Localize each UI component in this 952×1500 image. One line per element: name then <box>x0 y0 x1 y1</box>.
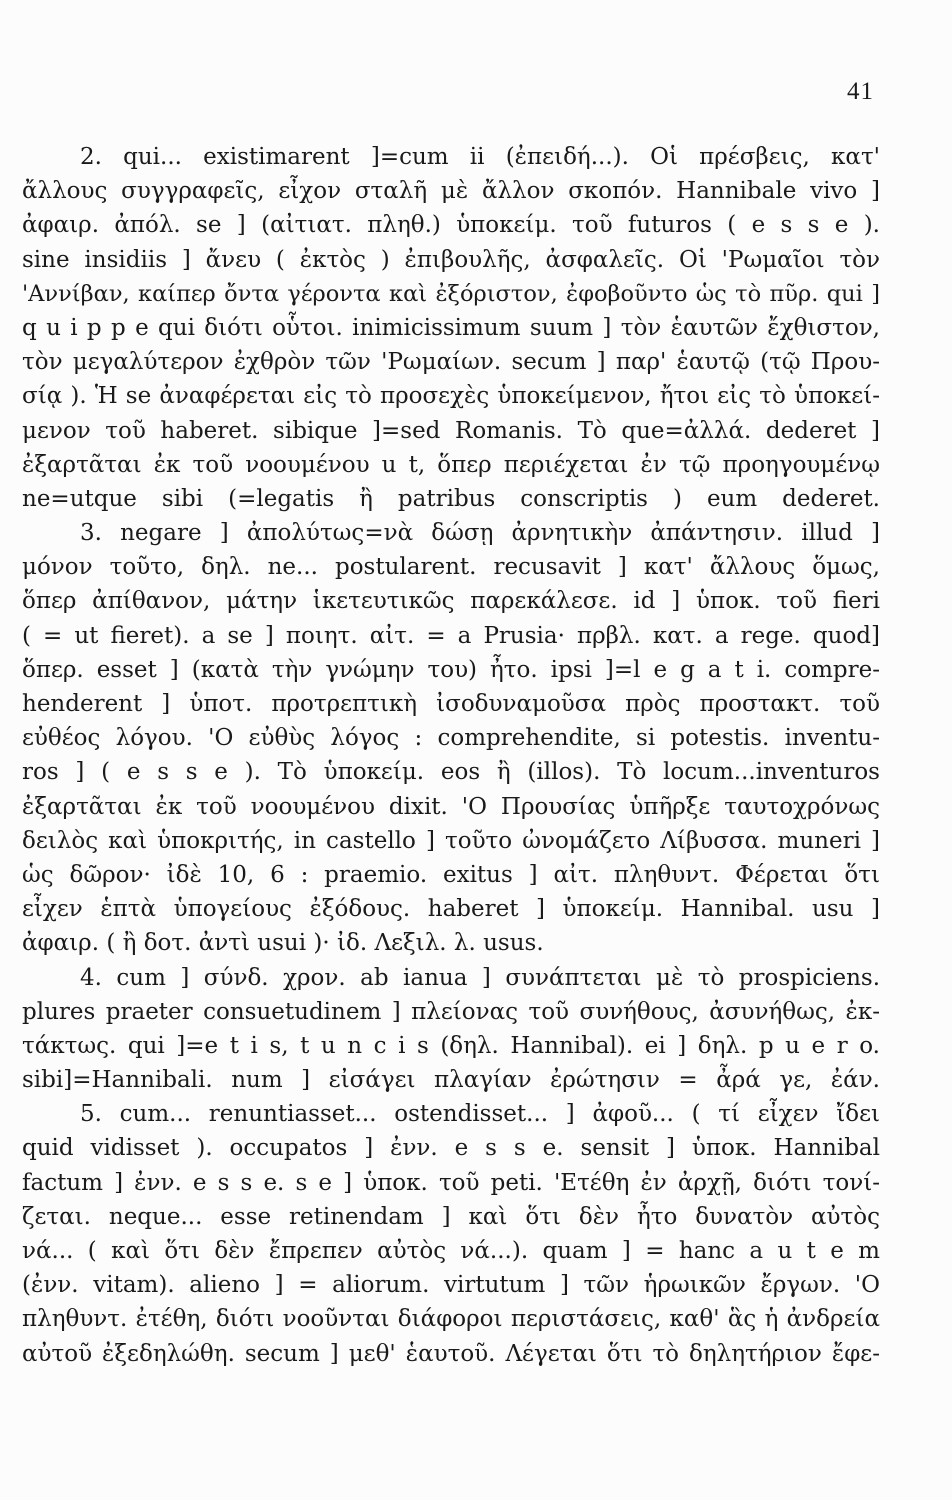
text-line: σίᾳ ). Ἡ se ἀναφέρεται εἰς τὸ προσεχὲς ὑποκείμενον, ἤτοι εἰς τὸ ὑποκεί- <box>22 383 880 410</box>
text-line: εἶχεν ἑπτὰ ὑπογείους ἐξόδους. haberet ] ὑποκείμ. Hannibal. usu ] <box>22 896 880 923</box>
text-line: μενον τοῦ haberet. sibique ]=sed Romanis. Τὸ que=ἀλλά. dederet ] <box>22 417 880 444</box>
text-line: ὅπερ ἀπίθανον, μάτην ἱκετευτικῶς παρεκάλεσε. id ] ὑποκ. τοῦ fieri <box>22 588 880 615</box>
text-line: 'Αννίβαν, καίπερ ὄντα γέροντα καὶ ἐξόριστον, ἐφοβοῦντο ὡς τὸ πῦρ. qui ] <box>22 280 880 307</box>
text-line: μόνον τοῦτο, δηλ. ne... postularent. recusavit ] κατ' ἄλλους ὅμως, <box>22 554 880 581</box>
text-line: ἀφαιρ. ἀπόλ. se ] (αἰτιατ. πληθ.) ὑποκείμ. τοῦ futuros ( e s s e ). <box>22 212 880 239</box>
text-line: τὸν μεγαλύτερον ἐχθρὸν τῶν 'Ρωμαίων. secum ] παρ' ἑαυτῷ (τῷ Πρου- <box>22 349 880 376</box>
text-line: ἄλλους συγγραφεῖς, εἶχον σταλῆ μὲ ἄλλον σκοπόν. Hannibale vivo ] <box>22 178 880 205</box>
text-line: sine insidiis ] ἄνευ ( ἐκτὸς ) ἐπιβουλῆς, ἀσφαλεῖς. Οἱ 'Ρωμαῖοι τὸν <box>22 246 880 273</box>
text-line: factum ] ἐνν. e s s e. s e ] ὑποκ. τοῦ peti. 'Ετέθη ἐν ἀρχῇ, διότι τονί- <box>22 1169 880 1196</box>
text-line: henderent ] ὑποτ. προτρεπτικὴ ἰσοδυναμοῦσα πρὸς προστακτ. τοῦ <box>22 691 880 717</box>
text-line: ne=utque sibi (=legatis ἢ patribus conscriptis ) eum dederet. <box>22 485 880 512</box>
text-line: (ἐνν. vitam). alieno ] = aliorum. virtutum ] τῶν ἡρωικῶν ἔργων. 'Ο <box>22 1272 880 1299</box>
text-line: ἐξαρτᾶται ἐκ τοῦ νοουμένου u t, ὅπερ περιέχεται ἐν τῷ προηγουμένῳ <box>22 451 880 478</box>
text-line: ( = ut fieret). a se ] ποιητ. αἰτ. = a Prusia· πρβλ. κατ. a rege. quod] <box>22 622 880 649</box>
text-line: αὐτοῦ ἐξεδηλώθη. secum ] μεθ' ἑαυτοῦ. Λέγεται ὅτι τὸ δηλητήριον ἔφε- <box>22 1340 880 1367</box>
text-line: ἀφαιρ. ( ἢ δοτ. ἀντὶ usui )· ἰδ. Λεξιλ. λ. usus. <box>22 930 544 957</box>
text-line: sibi]=Hannibali. num ] εἰσάγει πλαγίαν ἐρώτησιν = ἆρά γε, ἐάν. <box>22 1067 880 1094</box>
text-line: δειλὸς καὶ ὑποκριτής, in castello ] τοῦτο ὠνομάζετο Λίβυσσα. muneri ] <box>22 827 880 854</box>
text-line: ἐξαρτᾶται ἐκ τοῦ νοουμένου dixit. 'Ο Προυσίας ὑπῆρξε ταυτοχρόνως <box>22 793 880 820</box>
text-line: 2. qui... existimarent ]=cum ii (ἐπειδή...). Οἱ πρέσβεις, κατ' <box>80 144 880 170</box>
text-line: 3. negare ] ἀπολύτως=νὰ δώσῃ ἀρνητικὴν ἀπάντησιν. illud ] <box>80 520 880 547</box>
text-line: νά... ( καὶ ὅτι δὲν ἔπρεπεν αὐτὸς νά...). quam ] = hanc a u t e m <box>22 1238 880 1264</box>
text-line: plures praeter consuetudinem ] πλείονας τοῦ συνήθους, ἀσυνήθως, ἐκ- <box>22 998 880 1025</box>
text-line: q u i p p e qui διότι οὗτοι. inimicissimum suum ] τὸν ἑαυτῶν ἔχθιστον, <box>22 314 880 341</box>
commentary-text <box>22 140 880 1371</box>
text-line: πληθυντ. ἐτέθη, διότι νοοῦνται διάφοροι περιστάσεις, καθ' ἃς ἡ ἀνδρεία <box>22 1306 880 1333</box>
text-line: εὐθέος λόγου. 'Ο εὐθὺς λόγος : comprehendite, si potestis. inventu- <box>22 725 880 752</box>
text-line: quid vidisset ). occupatos ] ἐνν. e s s e. sensit ] ὑποκ. Hannibal <box>22 1135 880 1162</box>
text-line: ὡς δῶρον· ἰδὲ 10, 6 : praemio. exitus ] αἰτ. πληθυντ. Φέρεται ὅτι <box>22 861 880 888</box>
text-line: τάκτως. qui ]=e t i s, t u n c i s (δηλ. Hannibal). ei ] δηλ. p u e r o. <box>22 1032 880 1059</box>
text-line: ζεται. neque... esse retinendam ] καὶ ὅτι δὲν ἦτο δυνατὸν αὐτὸς <box>22 1203 880 1230</box>
text-line: ὅπερ. esset ] (κατὰ τὴν γνώμην του) ἦτο. ipsi ]=l e g a t i. compre- <box>22 656 880 683</box>
text-line: ros ] ( e s s e ). Τὸ ὑποκείμ. eos ἢ (illos). Τὸ locum...inventuros <box>22 759 880 786</box>
text-line: 4. cum ] σύνδ. χρον. ab ianua ] συνάπτεται μὲ τὸ prospiciens. <box>80 964 880 991</box>
page-number: 41 <box>847 78 874 105</box>
text-line: 5. cum... renuntiasset... ostendisset... ] ἀφοῦ... ( τί εἶχεν ἴδει <box>80 1101 880 1128</box>
